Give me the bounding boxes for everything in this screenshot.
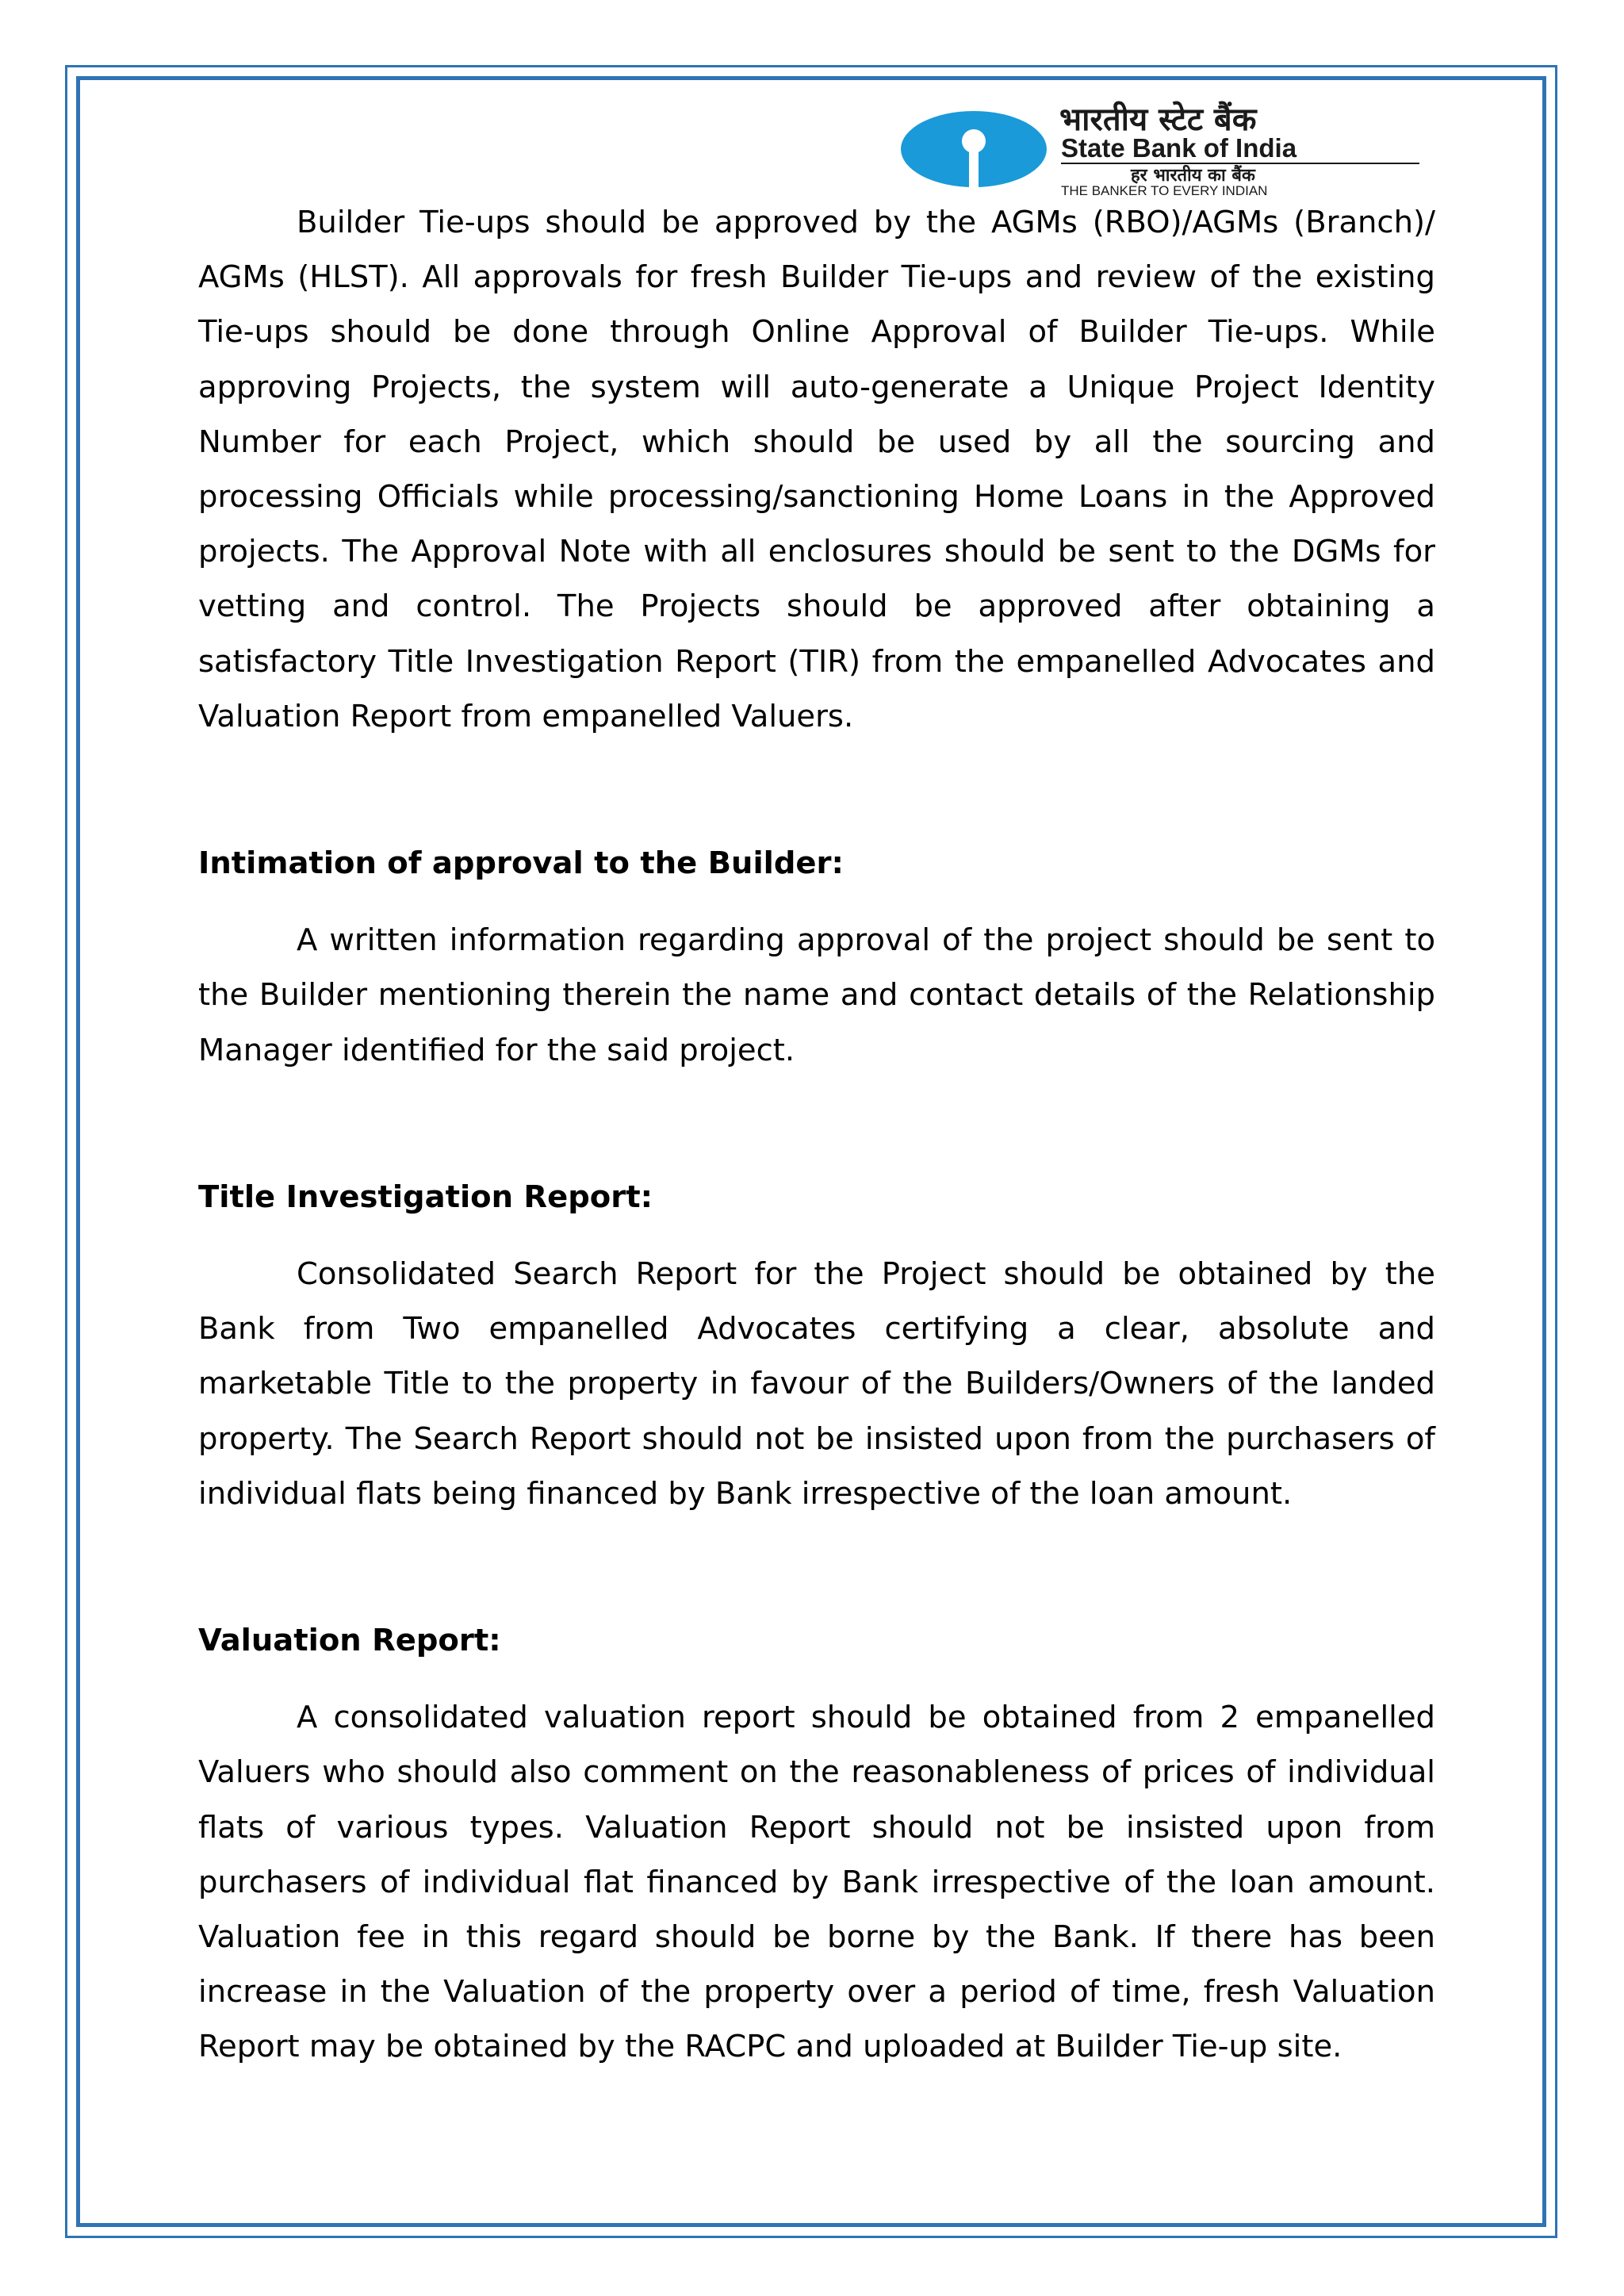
section-heading-intimation: Intimation of approval to the Builder:	[198, 845, 844, 882]
section-body-title-investigation: Consolidated Search Report for the Project should be obtained by the Bank from Two empanelled Advocates certifying a clear, absolute and marketable Title to the property in favour of the Builders/Owners of the landed property. The Search Report should not be insisted upon from the purchasers of individual flats being financed by Bank irrespective of the loan amount.	[198, 1256, 1435, 1512]
section-body-valuation: A consolidated valuation report should be obtained from 2 empanelled Valuers who should also comment on the reasonableness of prices of individual flats of various types. Valuation Report should not be insisted upon from purchasers of individual flat financed by Bank irrespective of the loan amount. Valuation fee in this regard should be borne by the Bank. If there has been increase in the Valuation of the property over a period of time, fresh Valuation Report may be obtained by the RACPC and uploaded at Builder Tie-up site.	[198, 1700, 1435, 2065]
logo-english-tagline: THE BANKER TO EVERY INDIAN	[1061, 183, 1268, 198]
sbi-keyhole-logo-icon	[901, 111, 1047, 187]
sbi-logo	[901, 100, 1424, 198]
logo-hindi-name: भारतीय स्टेट बैंक	[1059, 102, 1257, 138]
logo-english-name: State Bank of India	[1061, 133, 1297, 163]
logo-hindi-tagline: हर भारतीय का बैंक	[1131, 166, 1255, 186]
document-body	[198, 195, 1435, 2075]
section-heading-title-investigation: Title Investigation Report:	[198, 1179, 653, 1215]
sbi-logo-graphic	[901, 100, 1424, 198]
intro-paragraph: Builder Tie-ups should be approved by the AGMs (RBO)/AGMs (Branch)/ AGMs (HLST). All approvals for fresh Builder Tie-ups and review of the existing Tie-ups should be done through Online Approval of Builder Tie-ups. While approving Projects, the system will auto-generate a Unique Project Identity Number for each Project, which should be used by all the sourcing and processing Officials while processing/sanctioning Home Loans in the Approved projects. The Approval Note with all enclosures should be sent to the DGMs for vetting and control. The Projects should be approved after obtaining a satisfactory Title Investigation Report (TIR) from the empanelled Advocates and Valuation Report from empanelled Valuers.	[198, 205, 1435, 734]
section-heading-valuation: Valuation Report:	[198, 1623, 501, 1659]
section-body-intimation: A written information regarding approval of the project should be sent to the Builder mentioning therein the name and contact details of the Relationship Manager identified for the said project.	[198, 922, 1435, 1068]
